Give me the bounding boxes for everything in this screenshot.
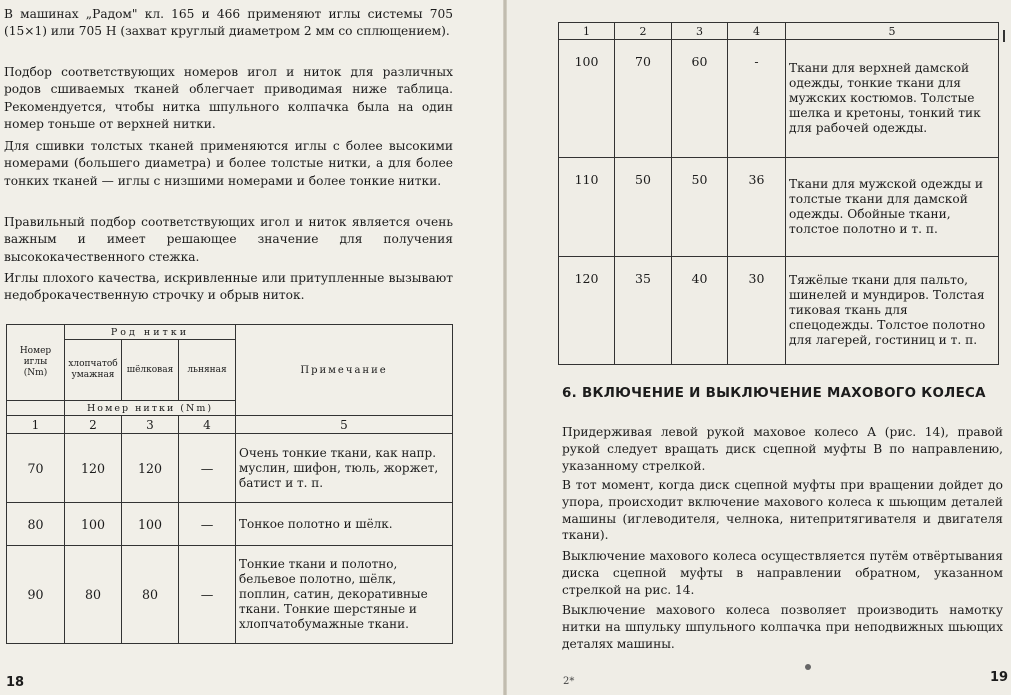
linen-thread-cell: —: [179, 546, 236, 644]
table-edge-mark: [1003, 30, 1005, 42]
needle-number-cell: 70: [7, 434, 65, 503]
column-number: 1: [559, 23, 615, 40]
section-title: 6. ВКЛЮЧЕНИЕ И ВЫКЛЮЧЕНИЕ МАХОВОГО КОЛЕСА: [562, 386, 986, 401]
linen-thread-cell: 30: [728, 257, 786, 365]
column-group-thread-type: Род нитки: [65, 325, 236, 340]
column-header-note: Примечание: [236, 325, 453, 416]
note-cell: Ткани для мужской одежды и толстые ткани для дамской одежды. Обойные ткани, толстое полотно и т. п.: [786, 158, 999, 257]
paragraph-winding: Выключение махового колеса позволяет производить намотку нитки на шпульку шпульного колпачка при неподвижных шьющих деталях машины.: [562, 603, 1003, 651]
needle-thread-table: [6, 324, 453, 644]
cotton-thread-cell: 70: [615, 40, 672, 158]
paragraph-needle-systems: В машинах „Радом" кл. 165 и 466 применяют иглы системы 705 (15×1) или 705 Н (захват круглый диаметром 2 мм со сплющением).: [4, 7, 453, 39]
column-number: 5: [786, 23, 999, 40]
column-number: 2: [65, 416, 122, 434]
column-number: 4: [728, 23, 786, 40]
ink-dot: [805, 664, 811, 670]
silk-thread-cell: 120: [122, 434, 179, 503]
table-row: [7, 503, 453, 546]
page-number-right: 19: [990, 670, 1009, 685]
paragraph-hold-wheel: Придерживая левой рукой маховое колесо А (рис. 14), правой рукой следует вращать диск сцепной муфты В по направлению, указанному стрелкой.: [562, 425, 1003, 473]
cotton-thread-cell: 100: [65, 503, 122, 546]
silk-thread-cell: 80: [122, 546, 179, 644]
column-header-cotton: хлопчатобумажная: [65, 340, 122, 401]
column-header-linen: льняная: [179, 340, 236, 401]
needle-number-cell: 80: [7, 503, 65, 546]
table-row: [559, 158, 999, 257]
needle-number-cell: 100: [559, 40, 615, 158]
linen-thread-cell: -: [728, 40, 786, 158]
cotton-thread-cell: 120: [65, 434, 122, 503]
needle-number-cell: 110: [559, 158, 615, 257]
needle-thread-table-continued: [558, 22, 999, 365]
needle-number-cell: 120: [559, 257, 615, 365]
column-number: 2: [615, 23, 672, 40]
page-number-left: 18: [6, 675, 25, 690]
silk-thread-cell: 50: [672, 158, 728, 257]
table-row: [559, 257, 999, 365]
thread-number-header: Номер нитки (Nm): [65, 401, 236, 416]
note-cell: Тяжёлые ткани для пальто, шинелей и мундиров. Толстая тиковая ткань для спецодежды. Толстое полотно для лагерей, гостиниц и т. п.: [786, 257, 999, 365]
column-number: 4: [179, 416, 236, 434]
column-number: 3: [122, 416, 179, 434]
cotton-thread-cell: 35: [615, 257, 672, 365]
cotton-thread-cell: 50: [615, 158, 672, 257]
column-header-silk: шёлковая: [122, 340, 179, 401]
column-number: 1: [7, 416, 65, 434]
column-number: 3: [672, 23, 728, 40]
column-number: 5: [236, 416, 453, 434]
paragraph-disengagement: Выключение махового колеса осуществляется путём отвёртывания диска сцепной муфты в направлении обратном, указанном стрелкой на рис. 14.: [562, 549, 1003, 597]
table-row: [7, 546, 453, 644]
note-cell: Очень тонкие ткани, как напр. муслин, шифон, тюль, жоржет, батист и т. п.: [236, 434, 453, 503]
paragraph-correct-selection: Правильный подбор соответствующих игол и ниток является очень важным и имеет решающее значение для получения высококачественного стежка.: [4, 215, 453, 264]
column-header-needle: Номер иглы (Nm): [7, 325, 65, 401]
linen-thread-cell: —: [179, 503, 236, 546]
needle-number-cell: 90: [7, 546, 65, 644]
paragraph-engagement: В тот момент, когда диск сцепной муфты при вращении дойдет до упора, происходит включение махового колеса к шьющим деталей машины (иглеводителя, челнока, нитепритягивателя и двигателя ткани).: [562, 478, 1003, 543]
cotton-thread-cell: 80: [65, 546, 122, 644]
paragraph-thick-fabrics: Для сшивки толстых тканей применяются иглы с более высокими номерами (большего диаметра) и более толстые нитки, а для более тонких тканей — иглы с низшими номерами и более тонкие нитки.: [4, 139, 453, 188]
paragraph-needle-selection: Подбор соответствующих номеров игол и ниток для различных родов сшиваемых тканей облегчает приводимая ниже таблица. Рекомендуется, чтобы нитка шпульного колпачка была на один номер тоньше от верхней нитки.: [4, 65, 453, 132]
silk-thread-cell: 40: [672, 257, 728, 365]
note-cell: Ткани для верхней дамской одежды, тонкие ткани для мужских костюмов. Толстые шелка и кретоны, тонкий тик для рабочей одежды.: [786, 40, 999, 158]
table-row: [7, 434, 453, 503]
paragraph-bad-needles: Иглы плохого качества, искривленные или притупленные вызывают недоброкачественную строчку и обрыв ниток.: [4, 271, 453, 303]
silk-thread-cell: 60: [672, 40, 728, 158]
note-cell: Тонкие ткани и полотно, бельевое полотно, шёлк, поплин, сатин, декоративные ткани. Тонкие шерстяные и хлопчатобумажные ткани.: [236, 546, 453, 644]
table-row: [559, 40, 999, 158]
signature-mark: 2*: [563, 676, 575, 687]
note-cell: Тонкое полотно и шёлк.: [236, 503, 453, 546]
linen-thread-cell: 36: [728, 158, 786, 257]
book-spine: [503, 0, 507, 695]
linen-thread-cell: —: [179, 434, 236, 503]
silk-thread-cell: 100: [122, 503, 179, 546]
